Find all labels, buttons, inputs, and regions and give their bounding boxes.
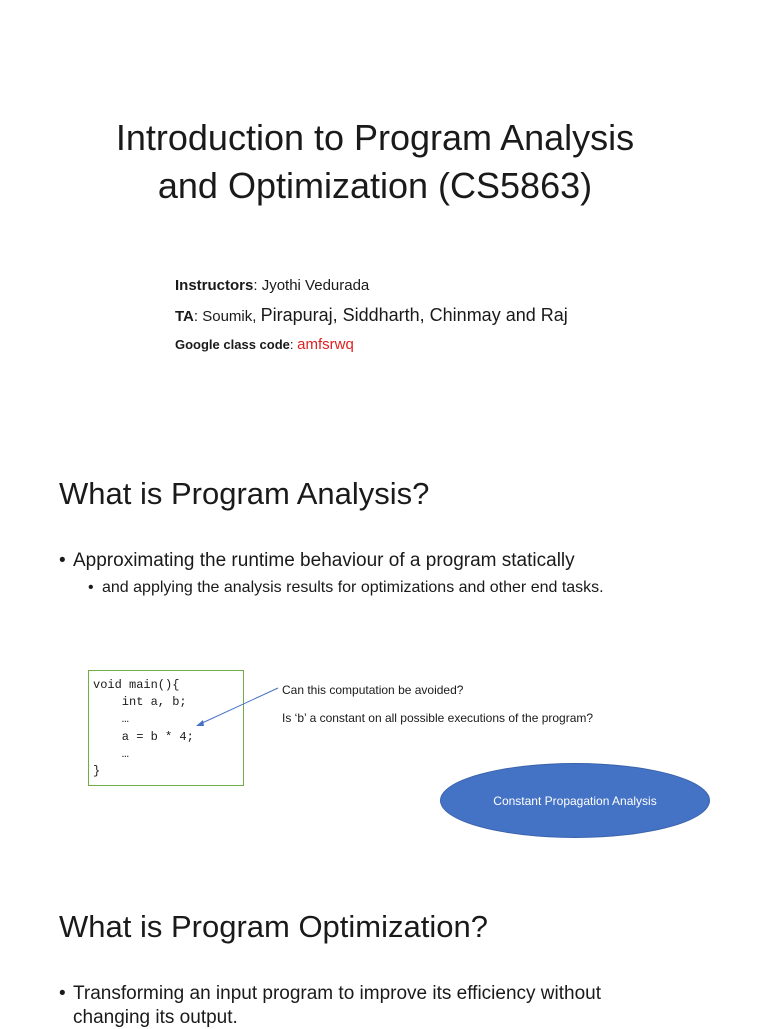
instructors-label: Instructors: [175, 277, 254, 294]
program-analysis-slide: [0, 432, 768, 864]
bullet-text: Approximating the runtime behaviour of a program statically: [73, 550, 575, 571]
instructors-value: : Jyothi Vedurada: [253, 277, 370, 294]
bullet-item: [59, 983, 601, 1005]
bullet-icon: •: [59, 983, 66, 1004]
ellipse-label: Constant Propagation Analysis: [493, 793, 657, 808]
ta-value-first: : Soumik,: [193, 308, 261, 325]
class-code-line: [175, 336, 354, 353]
sub-bullet-text: and applying the analysis results for optimizations and other end tasks.: [102, 579, 604, 596]
class-code-separator: :: [289, 337, 298, 352]
slide-title: What is Program Optimization?: [59, 909, 488, 944]
class-code-label: Google class code: [175, 337, 290, 352]
bullet-icon: •: [88, 579, 94, 596]
title-slide: [0, 0, 768, 432]
code-line: a = b * 4;: [93, 730, 194, 744]
note-question-1: Can this computation be avoided?: [282, 683, 464, 697]
constant-propagation-ellipse: [440, 763, 710, 838]
ta-line: [175, 305, 568, 326]
course-title-line-1: Introduction to Program Analysis: [115, 117, 635, 158]
ta-label: TA: [175, 308, 194, 325]
bullet-icon: •: [59, 550, 66, 571]
class-code-value: amfsrwq: [297, 336, 354, 353]
arrowhead-icon: [196, 720, 204, 726]
bullet-continuation: changing its output.: [73, 1007, 238, 1028]
bullet-text: Transforming an input program to improve its efficiency without: [73, 983, 602, 1004]
program-optimization-slide: [0, 864, 768, 1028]
code-line: }: [93, 764, 101, 778]
code-line: void main(){: [93, 678, 180, 692]
instructors-line: [175, 277, 369, 294]
course-title-line-2: and Optimization (CS5863): [157, 165, 593, 206]
slide-title: What is Program Analysis?: [59, 476, 430, 511]
code-line: …: [93, 747, 130, 761]
arrow-line: [200, 688, 278, 724]
note-question-2: Is ‘b’ a constant on all possible executions of the program?: [282, 711, 594, 725]
code-line: int a, b;: [93, 695, 187, 709]
code-line: …: [93, 712, 130, 726]
ta-value-rest: Pirapuraj, Siddharth, Chinmay and Raj: [260, 305, 568, 325]
course-title: [40, 114, 710, 210]
